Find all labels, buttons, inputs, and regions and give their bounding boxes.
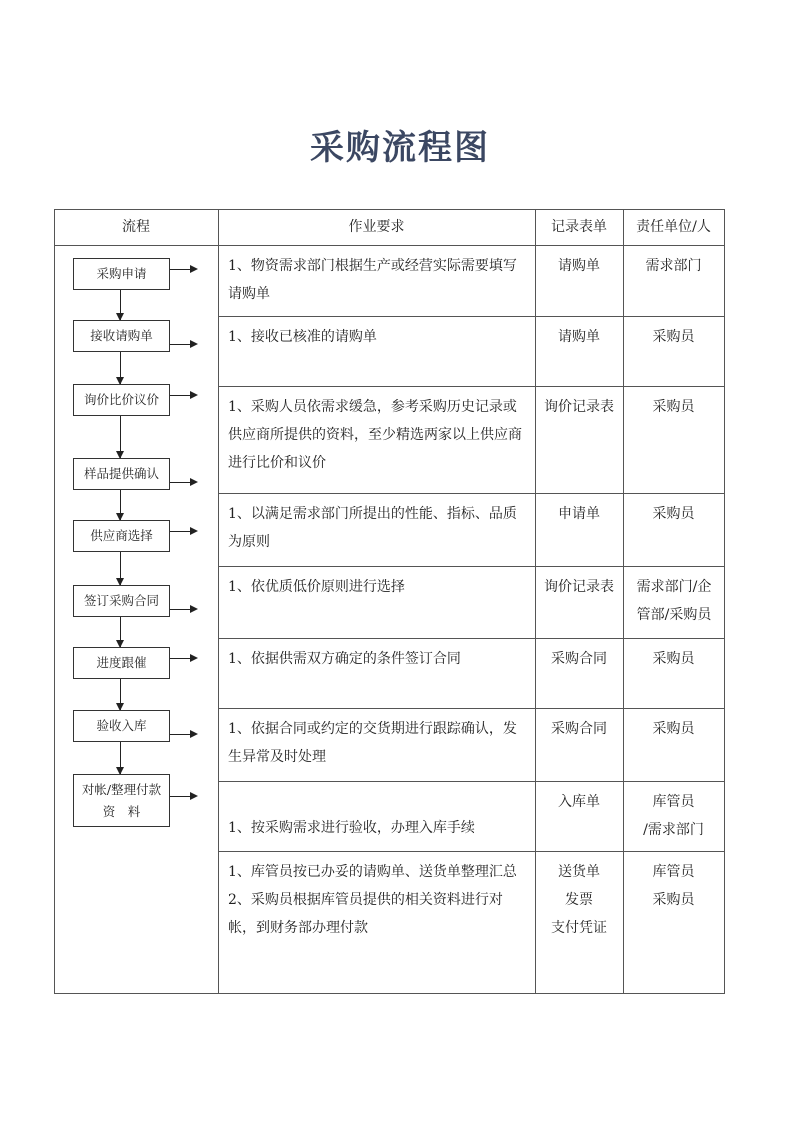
row-divider [218,851,725,852]
responsible-party: 采购员 [652,506,695,522]
flow-step: 验收入库 [73,710,170,742]
row-divider [218,566,725,567]
responsible-party: 需求部门 [645,258,702,274]
arrow-down-icon [120,552,121,585]
requirement-text: 1、采购人员依需求缓急，参考采购历史记录或供应商所提供的资料，至少精选两家以上供应商进行比价和议价 [228,399,522,471]
column-header: 责任单位/人 [636,219,711,235]
arrow-right-icon [170,796,196,797]
row-divider [218,781,725,782]
arrow-down-icon [120,617,121,647]
flow-step: 样品提供确认 [73,458,170,490]
column-divider [218,209,219,994]
record-form: 请购单 [558,258,600,274]
arrow-down-icon [120,290,121,320]
record-form: 询价记录表 [544,579,614,595]
responsible-party: 库管员 采购员 [652,864,695,908]
flow-step: 进度跟催 [73,647,170,679]
arrow-right-icon [170,344,196,345]
table-border [54,993,725,994]
arrow-right-icon [170,734,196,735]
row-divider [218,386,725,387]
arrow-down-icon [120,352,121,384]
column-header: 作业要求 [348,219,405,235]
requirement-text: 1、库管员按已办妥的请购单、送货单整理汇总 2、采购员根据库管员提供的相关资料进行对帐，到财务部办理付款 [228,864,517,936]
responsible-party: 库管员 /需求部门 [643,794,704,838]
record-form: 申请单 [558,506,600,522]
row-divider [218,316,725,317]
flow-step: 供应商选择 [73,520,170,552]
arrow-down-icon [120,416,121,458]
flow-step: 对帐/整理付款 资 料 [73,774,170,827]
responsible-party: 采购员 [652,399,695,415]
requirement-text: 1、按采购需求进行验收，办理入库手续 [228,820,475,836]
column-divider [724,209,725,994]
column-divider [54,209,55,994]
record-form: 采购合同 [551,721,607,737]
requirement-text: 1、依据合同或约定的交货期进行跟踪确认，发生异常及时处理 [228,721,517,765]
record-form: 入库单 [558,794,600,810]
responsible-party: 采购员 [652,651,695,667]
record-form: 送货单 发票 支付凭证 [551,864,607,936]
record-form: 询价记录表 [544,399,614,415]
record-form: 采购合同 [551,651,607,667]
record-form: 请购单 [558,329,600,345]
arrow-right-icon [170,269,196,270]
arrow-right-icon [170,609,196,610]
column-header: 流程 [122,219,150,235]
flow-step: 询价比价议价 [73,384,170,416]
arrow-right-icon [170,395,196,396]
arrow-right-icon [170,531,196,532]
requirement-text: 1、接收已核准的请购单 [228,329,377,345]
requirement-text: 1、依据供需双方确定的条件签订合同 [228,651,461,667]
row-divider [218,708,725,709]
arrow-down-icon [120,490,121,520]
table-border [54,245,725,246]
page-title: 采购流程图 [310,128,490,168]
arrow-right-icon [170,482,196,483]
flow-step: 签订采购合同 [73,585,170,617]
responsible-party: 需求部门/企管部/采购员 [636,579,712,623]
arrow-down-icon [120,742,121,774]
responsible-party: 采购员 [652,721,695,737]
flow-step: 接收请购单 [73,320,170,352]
responsible-party: 采购员 [652,329,695,345]
requirement-text: 1、依优质低价原则进行选择 [228,579,405,595]
requirement-text: 1、以满足需求部门所提出的性能、指标、品质为原则 [228,506,517,550]
row-divider [218,638,725,639]
arrow-right-icon [170,658,196,659]
requirement-text: 1、物资需求部门根据生产或经营实际需要填写请购单 [228,258,517,302]
flow-step: 采购申请 [73,258,170,290]
row-divider [218,493,725,494]
column-header: 记录表单 [551,219,607,235]
arrow-down-icon [120,679,121,710]
